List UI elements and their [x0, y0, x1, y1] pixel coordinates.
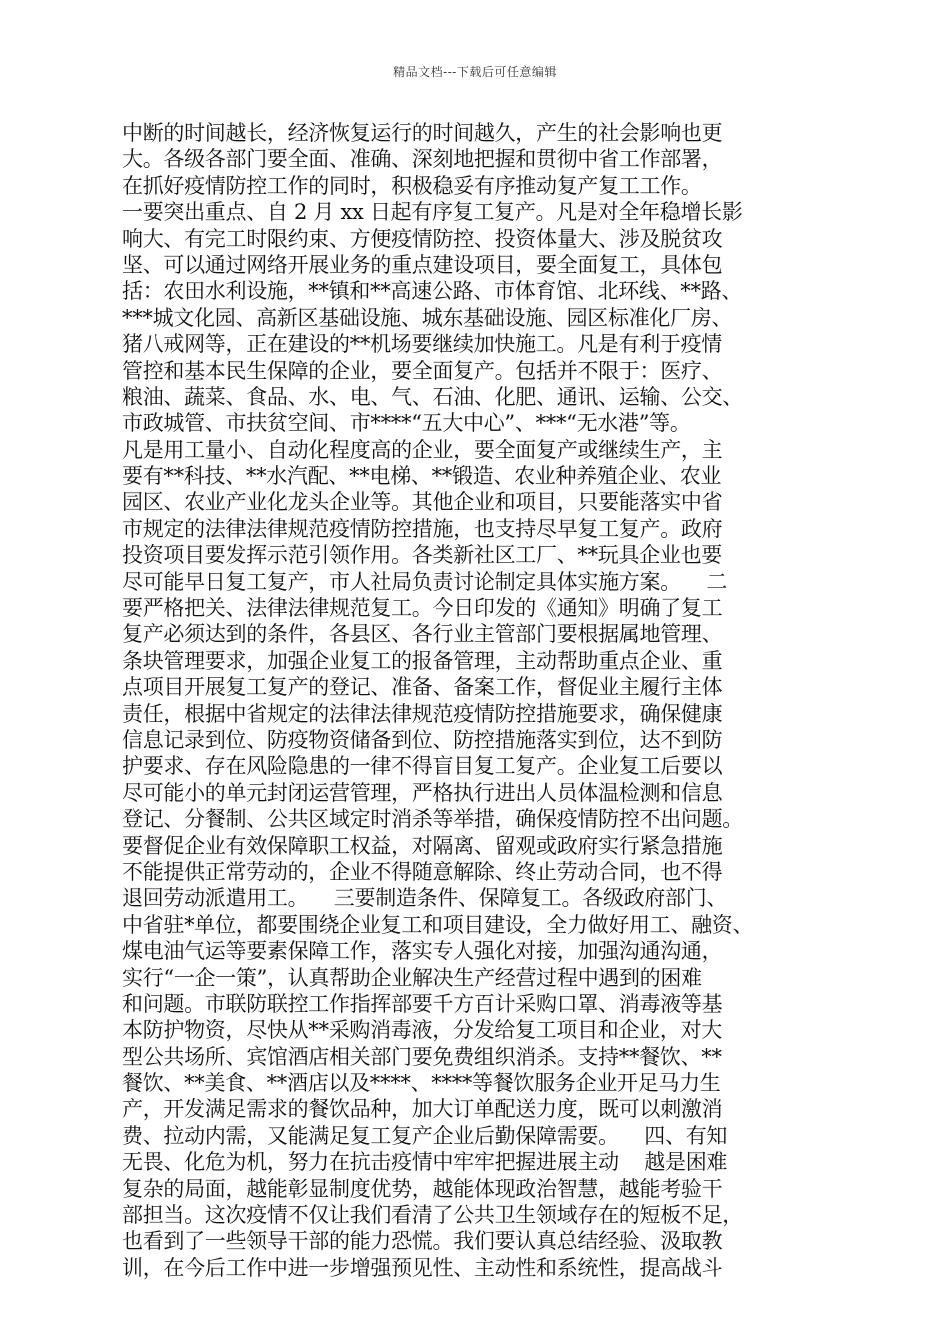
text-line: 粮油、蔬菜、食品、水、电、气、石油、化肥、通讯、运输、公交、: [122, 384, 743, 409]
text-line: 训，在今后工作中进一步增强预见性、主动性和系统性，提高战斗: [122, 1255, 723, 1280]
text-line: 条块管理要求，加强企业复工的报备管理，主动帮助重点企业、重: [122, 648, 723, 673]
text-line: 大。各级各部门要全面、准确、深刻地把握和贯彻中省工作部署，: [122, 147, 723, 172]
text-line: 登记、分餐制、公共区域定时消杀等举措，确保疫情防控不出问题。: [122, 807, 743, 832]
text-line: 要严格把关、法律法律规范复工。今日印发的《通知》明确了复工: [122, 596, 723, 621]
text-line: 猪八戒网等，正在建设的**机场要继续加快施工。凡是有利于疫情: [122, 332, 722, 357]
text-line: 园区、农业产业化龙头企业等。其他企业和项目，只要能落实中省: [122, 490, 723, 515]
text-line: 部担当。这次疫情不仅让我们看清了公共卫生领域存在的短板不足，: [122, 1203, 743, 1228]
text-line: ***城文化园、高新区基础设施、城东基础设施、园区标准化厂房、: [122, 305, 733, 330]
text-line: 尽可能小的单元封闭运营管理，严格执行进出人员体温检测和信息: [122, 780, 723, 805]
text-line: 本防护物资，尽快从**采购消毒液，分发给复工项目和企业，对大: [122, 1018, 722, 1043]
text-line: 在抓好疫情防控工作的同时，积极稳妥有序推动复产复工工作。: [122, 173, 702, 198]
text-line: 也看到了一些领导干部的能力恐慌。我们要认真总结经验、汲取教: [122, 1229, 723, 1254]
text-line: 尽可能早日复工复产，市人社局负责讨论制定具体实施方案。 二: [122, 569, 728, 594]
text-line: 要有**科技、**水汽配、**电梯、**锻造、农业种养殖企业、农业: [122, 464, 722, 489]
text-line: 实行“一企一策”，认真帮助企业解决生产经营过程中遇到的困难: [122, 965, 702, 990]
text-line: 无畏、化危为机，努力在抗击疫情中牢牢把握进展主动 越是困难: [122, 1150, 728, 1175]
text-line: 复杂的局面，越能彰显制度优势，越能体现政治智慧，越能考验干: [122, 1176, 723, 1201]
text-line: 中断的时间越长，经济恢复运行的时间越久，产生的社会影响也更: [122, 121, 723, 145]
text-line: 煤电油气运等要素保障工作，落实专人强化对接，加强沟通沟通，: [122, 939, 723, 964]
text-line: 信息记录到位、防疫物资储备到位、防控措施落实到位，达不到防: [122, 727, 723, 752]
text-line: 坚、可以通过网络开展业务的重点建设项目，要全面复工，具体包: [122, 252, 723, 277]
page-header: 精品文档---下载后可任意编辑: [393, 65, 557, 79]
text-line: 退回劳动派遣用工。 三要制造条件、保障复工。各级政府部门、: [122, 886, 728, 911]
text-line: 不能提供正常劳动的，企业不得随意解除、终止劳动合同，也不得: [122, 859, 723, 884]
text-line: 和问题。市联防联控工作指挥部要千方百计采购口罩、消毒液等基: [122, 991, 723, 1016]
text-line: 投资项目要发挥示范引领作用。各类新社区工厂、**玩具企业也要: [122, 543, 722, 568]
text-line: 型公共场所、宾馆酒店相关部门要免费组织消杀。支持**餐饮、**: [122, 1044, 722, 1069]
text-line: 市政城管、市扶贫空间、市****“五大中心”、***“无水港”等。: [122, 411, 691, 436]
text-line: 费、拉动内需，又能满足复工复产企业后勤保障需要。 四、有知: [122, 1123, 728, 1148]
text-line: 一要突出重点、自 2 月 xx 日起有序复工复产。凡是对全年稳增长影: [122, 200, 743, 225]
document-body: [122, 120, 842, 1281]
text-line: 要督促企业有效保障职工权益，对隔离、留观或政府实行紧急措施: [122, 833, 723, 858]
text-line: 凡是用工量小、自动化程度高的企业，要全面复产或继续生产，主: [122, 437, 723, 462]
text-line: 响大、有完工时限约束、方便疫情防控、投资体量大、涉及脱贫攻: [122, 226, 723, 251]
text-line: 产，开发满足需求的餐饮品种，加大订单配送力度，既可以刺激消: [122, 1097, 723, 1122]
text-line: 括：农田水利设施，**镇和**高速公路、市体育馆、北环线、**路、: [122, 279, 743, 304]
text-line: 护要求、存在风险隐患的一律不得盲目复工复产。企业复工后要以: [122, 754, 723, 779]
text-line: 餐饮、**美食、**酒店以及****、****等餐饮服务企业开足马力生: [122, 1071, 721, 1096]
text-line: 责任，根据中省规定的法律法律规范疫情防控措施要求，确保健康: [122, 701, 723, 726]
text-line: 市规定的法律法律规范疫情防控措施，也支持尽早复工复产。政府: [122, 516, 723, 541]
text-line: 管控和基本民生保障的企业，要全面复产。包括并不限于：医疗、: [122, 358, 723, 383]
text-line: 中省驻*单位，都要围绕企业复工和项目建设，全力做好用工、融资、: [122, 912, 754, 937]
text-line: 点项目开展复工复产的登记、准备、备案工作，督促业主履行主体: [122, 675, 723, 700]
text-line: 复产必须达到的条件，各县区、各行业主管部门要根据属地管理、: [122, 622, 723, 647]
